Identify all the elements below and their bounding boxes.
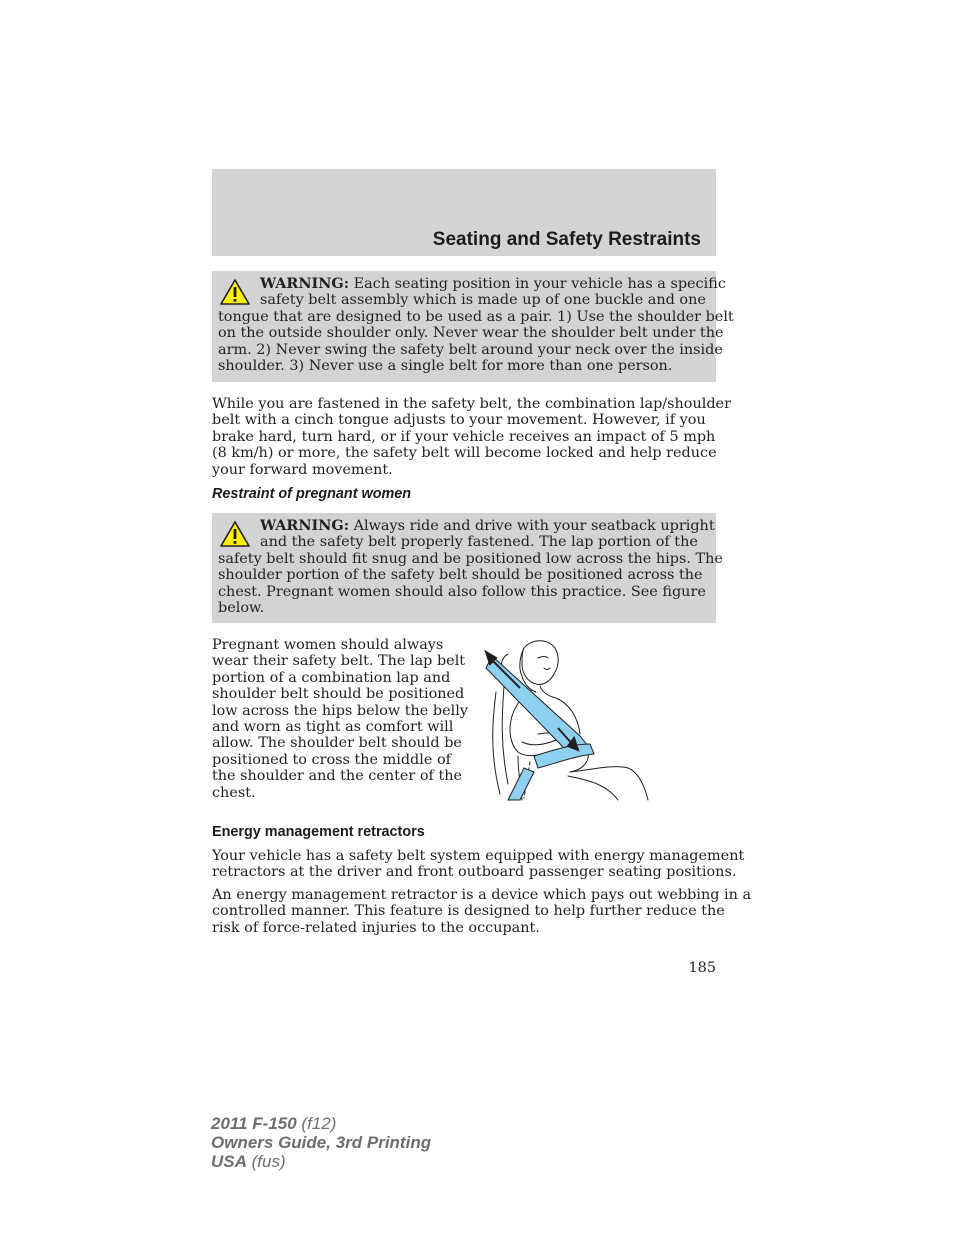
warning-line: tongue that are designed to be used as a pair. 1) Use the shoulder belt — [218, 308, 734, 325]
warning-box-safety-belt — [212, 271, 734, 382]
warning-line: shoulder. 3) Never use a single belt for more than one person. — [218, 358, 673, 375]
body-paragraph-energy-1: Your vehicle has a safety belt system equipped with energy management retractors at the driver and front outboard passenger seating positions. — [212, 848, 745, 881]
body-paragraph-energy-2: An energy management retractor is a device which pays out webbing in a controlled manner. This feature is designed to help further reduce the risk of force-related injuries to the occupant. — [212, 887, 752, 936]
warning-label: WARNING: — [260, 275, 350, 292]
warning-line: safety belt should fit snug and be positioned low across the hips. The — [218, 550, 723, 567]
document-footer: 2011 F-150 (f12) Owners Guide, 3rd Printing USA (fus) — [211, 1114, 432, 1171]
warning-line: on the outside shoulder only. Never wear the shoulder belt under the — [218, 325, 724, 342]
body-paragraph: While you are fastened in the safety belt, the combination lap/shoulder belt with a cinch tongue adjusts to your movement. However, if you brake hard, turn hard, or if your vehicle receives an impact of 5 mph (8 km/h) or more, the safety belt will become locked and help reduce your forward movement. — [212, 396, 731, 478]
warning-line: below. — [218, 600, 265, 617]
warning-line: and the safety belt properly fastened. The lap portion of the — [260, 534, 698, 551]
warning-text: WARNING: Always ride and drive with your seatback upright — [260, 517, 715, 534]
warning-triangle-icon — [219, 520, 251, 548]
section-title: Seating and Safety Restraints — [432, 229, 701, 250]
warning-text: WARNING: Each seating position in your vehicle has a specific — [260, 275, 726, 292]
section-header-band — [212, 169, 716, 256]
pregnant-woman-seatbelt-illustration — [478, 634, 653, 802]
warning-line: shoulder portion of the safety belt should be positioned across the — [218, 567, 703, 584]
subheading-energy-management: Energy management retractors — [212, 824, 425, 840]
warning-label: WARNING: — [260, 517, 350, 534]
warning-box-pregnant — [212, 513, 723, 623]
page-number: 185 — [688, 960, 716, 976]
warning-line: chest. Pregnant women should also follow this practice. See figure — [218, 583, 706, 600]
warning-line: arm. 2) Never swing the safety belt around your neck over the inside — [218, 341, 723, 358]
warning-line: safety belt assembly which is made up of one buckle and one — [260, 292, 706, 309]
body-paragraph-pregnant: Pregnant women should always wear their safety belt. The lap belt portion of a combination lap and shoulder belt should be positioned low across the hips below the belly and worn as tight as comfort will allow. The shoulder belt should be positioned to cross the middle of the shoulder and the center of the chest. — [212, 637, 468, 801]
subheading-pregnant-women: Restraint of pregnant women — [212, 486, 412, 502]
warning-triangle-icon — [219, 278, 251, 306]
